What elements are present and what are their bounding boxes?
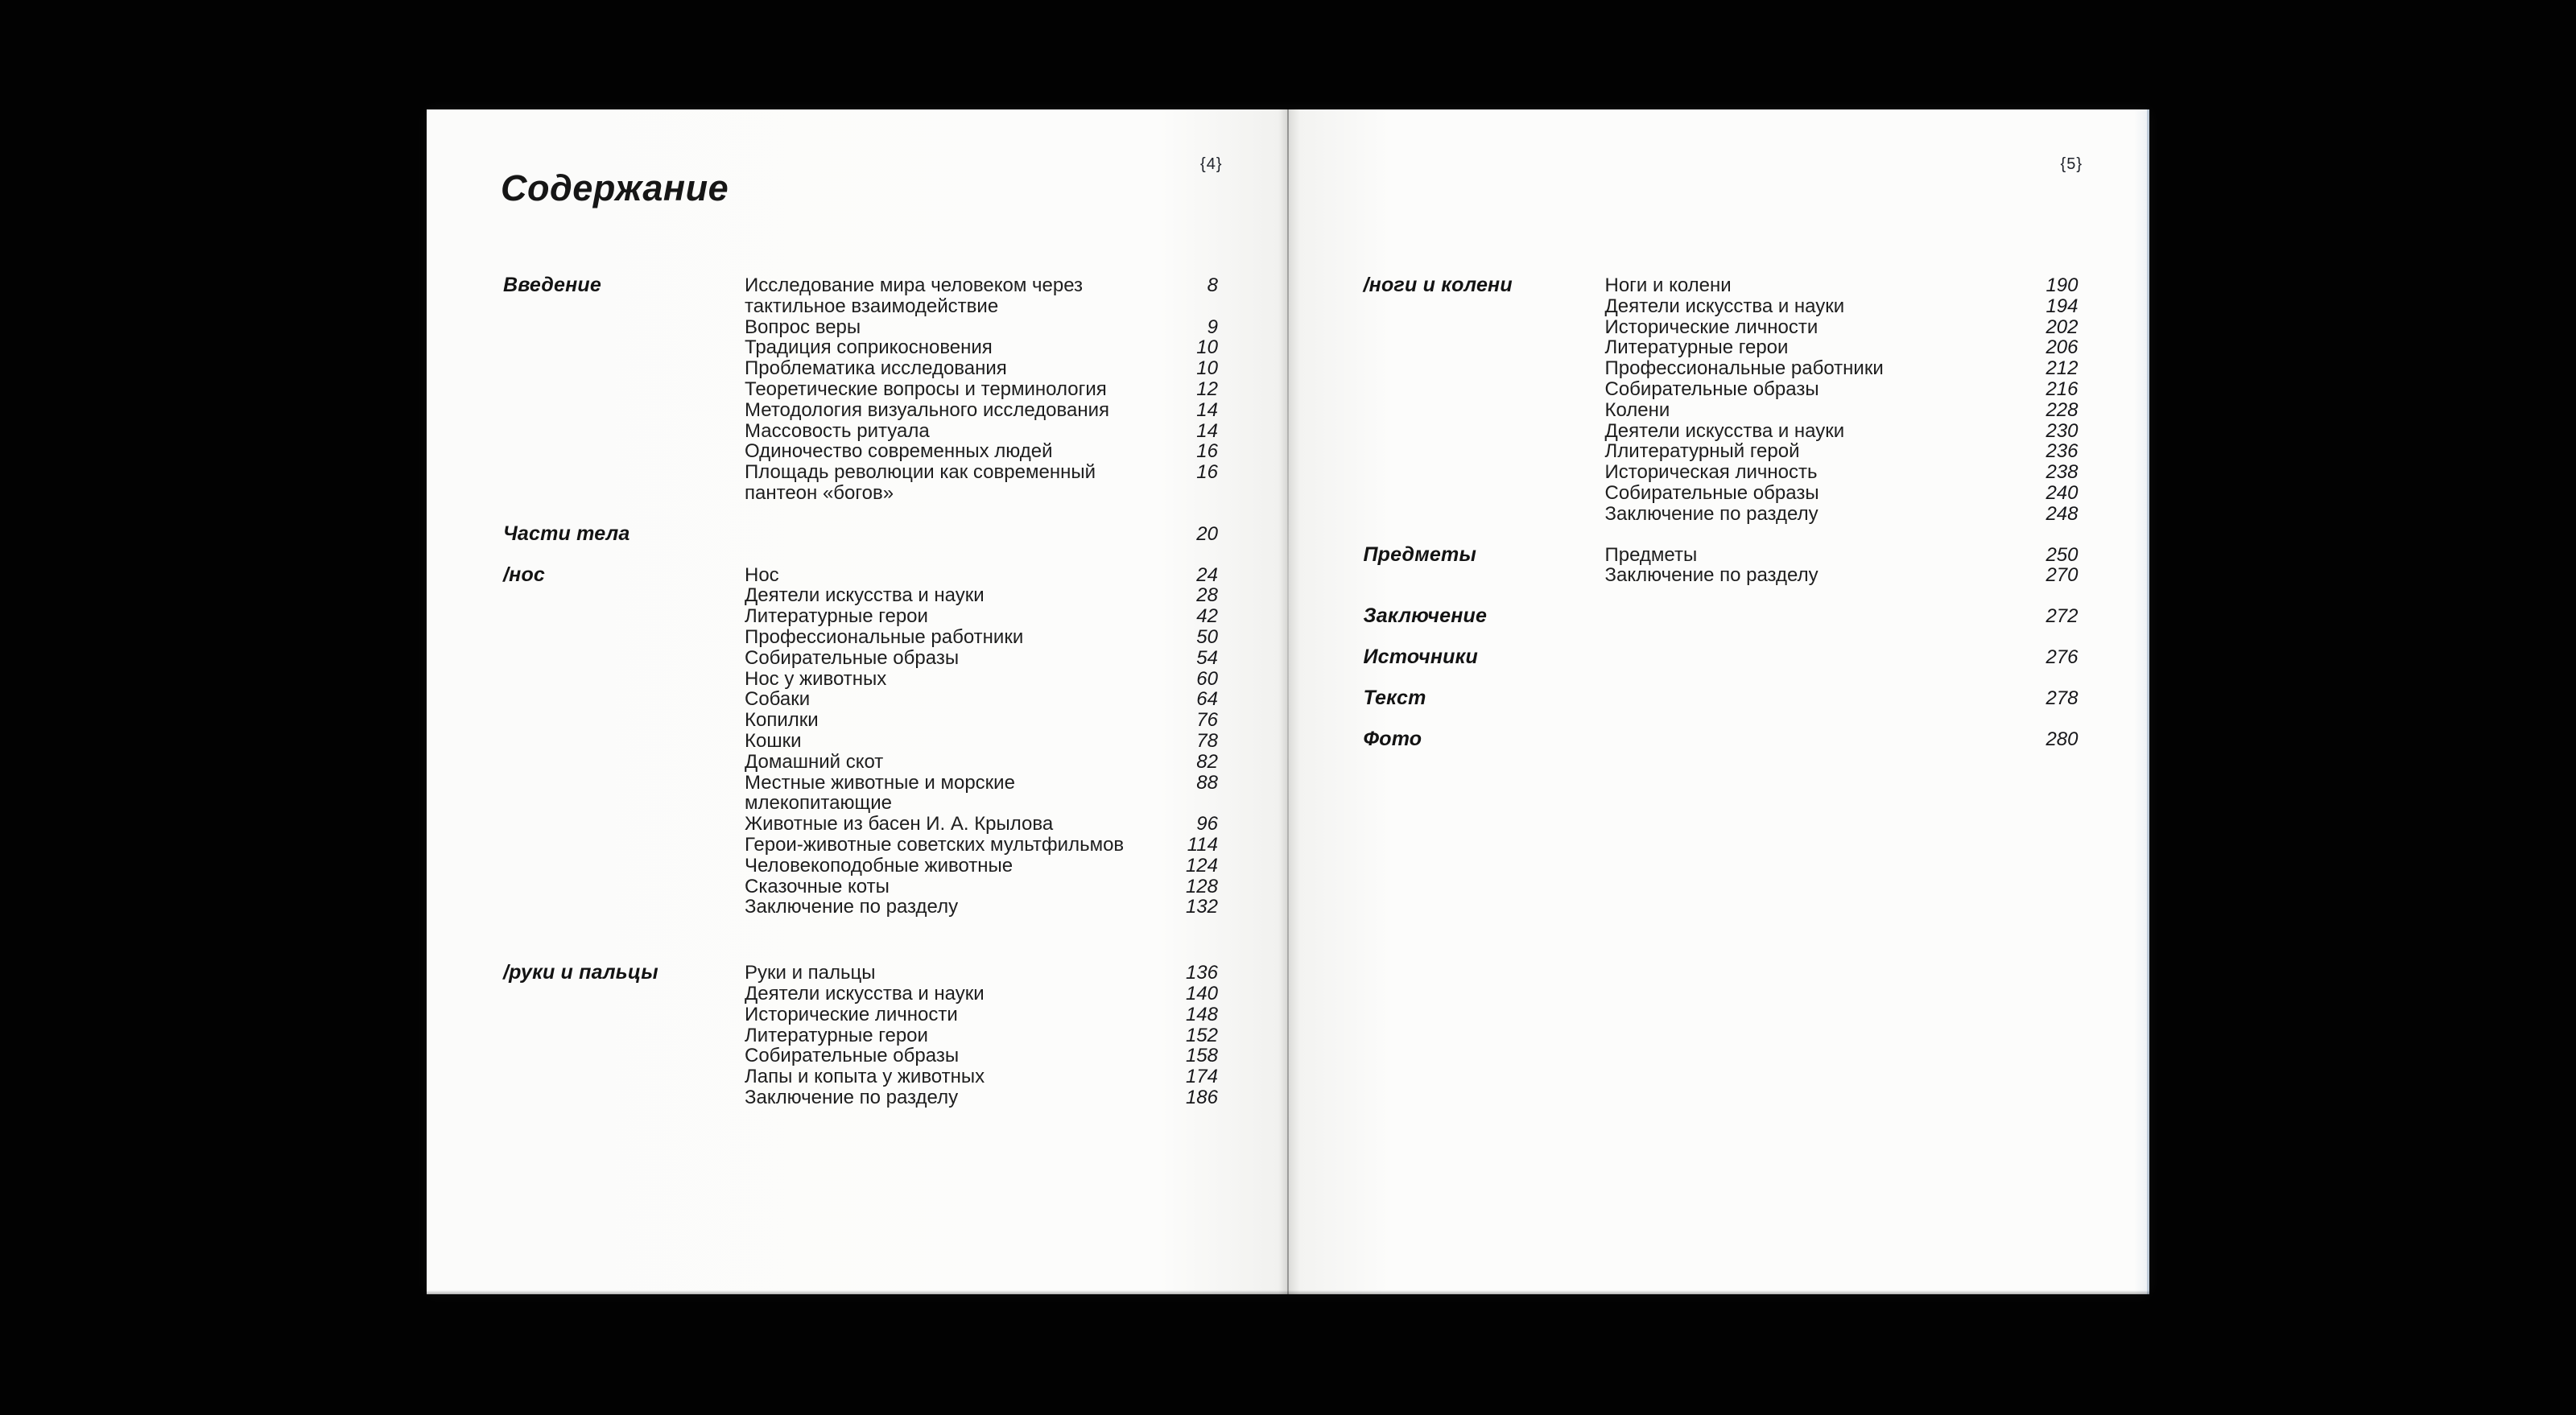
toc-section [1364,688,2084,709]
toc-section [1364,606,2084,627]
toc-entry [745,524,1224,545]
toc-entry [745,773,1224,815]
entry-page-number: 140 [1185,982,1218,1005]
entry-title: Одиночество современных людей [745,440,1053,463]
entry-title: Собирательные образы [745,646,960,669]
toc-section [1363,542,2084,587]
entry-page-number: 250 [2046,543,2079,566]
toc-entry [745,441,1224,462]
entry-page-number: 9 [1207,316,1218,338]
toc-section [503,565,1224,918]
entry-page-number: 278 [2046,687,2079,709]
entry-page-number: 240 [2046,481,2079,504]
section-entries [745,275,1224,504]
entry-title: Историческая личность [1604,461,1818,484]
entry-page-number: 158 [1185,1045,1218,1067]
entry-title: Исторические личности [745,1003,958,1025]
toc-entry [745,814,1224,835]
entry-page-number: 76 [1196,709,1218,732]
toc-entry [745,648,1224,669]
entry-title: Заключение по разделу [1604,564,1818,587]
entry-page-number: 132 [1185,896,1218,918]
entry-page-number: 270 [2046,564,2079,587]
toc-entry [745,585,1224,606]
entry-page-number: 114 [1187,833,1218,856]
toc-entry [1605,296,2084,317]
toc-entry [745,1005,1224,1025]
entry-title: Традиция соприкосновения [745,336,993,359]
entry-title: Собирательные образы [1604,377,1819,400]
entry-title: Кошки [745,729,802,752]
toc-entry [745,984,1224,1005]
toc-entry [1605,483,2084,504]
entry-title: Деятели искусства и науки [1604,419,1845,442]
entry-page-number: 88 [1196,771,1218,794]
entry-title: Герои-животные советских мультфильмов [745,833,1125,856]
entry-page-number: 8 [1207,274,1218,296]
entry-page-number: 272 [2046,605,2079,628]
entry-page-number: 230 [2046,419,2079,442]
toc-entry [745,877,1224,897]
toc-entry [745,565,1224,586]
toc-section [1364,647,2084,668]
toc-entry [745,856,1224,877]
toc-entry [745,669,1224,690]
entry-title: Деятели искусства и науки [1604,295,1845,317]
entry-page-number: 10 [1196,357,1218,380]
section-label: Предметы [1363,542,1476,566]
entry-title: Деятели искусства и науки [745,584,985,607]
entry-title: Предметы [1604,543,1698,566]
entry-page-number: 238 [2046,461,2079,484]
entry-page-number: 14 [1196,398,1218,421]
entry-page-number: 228 [2046,398,2079,421]
section-label: /нос [503,563,546,586]
toc-entry [1605,275,2084,296]
entry-title: Нос у животных [745,667,887,690]
section-entries [1605,275,2084,525]
book-page-left [427,109,1287,1294]
section-label: Фото [1363,727,1422,750]
entry-page-number: 96 [1196,813,1218,835]
entry-page-number: 12 [1196,377,1218,400]
entry-title: Заключение по разделу [745,1086,959,1108]
entry-page-number: 64 [1196,688,1218,711]
entry-title: Теоретические вопросы и терминология [745,377,1107,400]
entry-page-number: 42 [1196,605,1218,628]
section-label: Части тела [503,522,630,545]
section-entries [745,524,1224,545]
section-entries [1605,606,2084,627]
toc-section [1364,275,2084,525]
toc-entry [1605,400,2084,421]
entry-page-number: 280 [2046,728,2079,750]
entry-title: Нос [745,563,779,586]
entry-page-number: 10 [1196,336,1218,359]
entry-page-number: 54 [1196,646,1218,669]
toc [503,275,1224,1108]
entry-page-number: 16 [1196,461,1218,484]
entry-page-number: 60 [1196,667,1218,690]
toc-section [503,963,1224,1108]
toc-entry [1605,729,2084,750]
toc-entry [1605,565,2084,586]
entry-title: Методология визуального исследования [745,398,1110,421]
page-number-marker-right: {5} [2060,155,2083,173]
entry-page-number: 236 [2046,440,2079,463]
toc-entry [745,1066,1224,1087]
entry-page-number: 14 [1196,419,1218,442]
entry-title: Местные животные и морские млекопитающие [745,771,1015,815]
toc-entry [745,963,1224,984]
toc-entry [745,421,1224,442]
entry-title: Деятели искусства и науки [745,982,985,1005]
entry-title: Лапы и копыта у животных [745,1066,985,1088]
toc-entry [745,400,1224,421]
section-entries [1605,688,2084,709]
section-label: Заключение [1363,604,1488,628]
toc-entry [745,1087,1224,1108]
entry-title: Площадь революции как современный пантеон «богов» [745,461,1096,504]
entry-title: Исследование мира человеком через тактильное взаимодействие [745,274,1084,317]
entry-page-number: 78 [1196,729,1218,752]
entry-title: Массовость ритуала [745,419,930,442]
entry-title: Проблематика исследования [745,357,1007,380]
entry-page-number: 186 [1185,1086,1218,1108]
entry-page-number: 216 [2046,377,2079,400]
toc-entry [1605,441,2084,462]
entry-page-number: 124 [1185,854,1218,877]
toc-entry [745,689,1224,710]
toc-entry [1605,504,2084,525]
section-label: Источники [1363,645,1478,668]
entry-title: Литературные герои [745,1024,928,1046]
toc-entry [1605,337,2084,358]
toc-entry [745,358,1224,379]
entry-title: Копилки [745,709,819,732]
section-entries [745,565,1224,918]
entry-page-number: 276 [2046,646,2079,668]
entry-title: Литературные герои [1604,336,1789,359]
entry-title: Ноги и колени [1604,274,1732,296]
section-entries [1605,545,2084,587]
book-gutter-seam [1287,109,1289,1294]
entry-page-number: 190 [2046,274,2079,296]
entry-page-number: 136 [1185,962,1218,984]
entry-page-number: 174 [1185,1066,1218,1088]
entry-page-number: 202 [2046,316,2079,338]
entry-page-number: 152 [1185,1024,1218,1046]
toc-entry [1605,647,2084,668]
entry-page-number: 248 [2046,502,2079,525]
entry-page-number: 16 [1196,440,1218,463]
entry-title: Вопрос веры [745,316,861,338]
entry-title: Собаки [745,688,811,711]
entry-page-number: 148 [1185,1003,1218,1025]
section-label: /ноги и колени [1363,274,1513,296]
toc-section [503,275,1224,504]
entry-page-number: 50 [1196,625,1218,648]
toc-entry [745,897,1224,918]
toc-entry [745,1025,1224,1046]
section-label: Введение [503,274,601,296]
entry-page-number: 82 [1196,750,1218,773]
toc-entry [1605,606,2084,627]
toc-entry [1605,462,2084,483]
entry-title: Заключение по разделу [1604,502,1818,525]
toc-entry [745,731,1224,752]
section-entries [1605,729,2084,750]
toc-entry [745,835,1224,856]
toc-entry [745,275,1224,317]
entry-title: Человекоподобные животные [745,854,1013,877]
entry-title: Колени [1604,398,1670,421]
section-entries [1605,647,2084,668]
entry-page-number: 28 [1196,584,1218,607]
entry-title: Животные из басен И. А. Крылова [745,813,1054,835]
toc-entry [745,710,1224,731]
entry-title: Профессиональные работники [745,625,1024,648]
entry-title: Литературные герои [745,605,928,628]
section-label: /руки и пальцы [503,961,658,984]
entry-page-number: 20 [1196,522,1218,545]
entry-page-number: 206 [2046,336,2079,359]
toc-entry [1605,317,2084,338]
toc-entry [745,606,1224,627]
entry-page-number: 128 [1185,875,1218,897]
toc-entry [745,379,1224,400]
section-entries [745,963,1224,1108]
entry-page-number: 194 [2046,295,2079,317]
toc-entry [1605,688,2084,709]
toc-entry [745,462,1224,504]
toc [1364,275,2084,749]
toc-entry [745,752,1224,773]
section-label: Текст [1363,686,1426,709]
entry-title: Собирательные образы [745,1045,960,1067]
toc-entry [745,1046,1224,1066]
entry-title: Домашний скот [745,750,884,773]
toc-entry [1605,545,2084,566]
entry-title: Ллитературный герой [1604,440,1800,463]
page-number-marker-left: {4} [1200,155,1223,173]
book-spread [427,109,2149,1294]
toc-section [1364,729,2084,750]
entry-title: Заключение по разделу [745,896,959,918]
contents-title: Содержание [501,167,729,208]
toc-entry [745,627,1224,648]
entry-page-number: 212 [2046,357,2079,380]
book-page-right [1287,109,2150,1294]
toc-entry [1605,421,2084,442]
entry-title: Собирательные образы [1604,481,1819,504]
toc-section [503,524,1224,545]
entry-title: Исторические личности [1604,316,1818,338]
entry-title: Руки и пальцы [745,962,876,984]
entry-page-number: 24 [1196,563,1218,586]
toc-entry [745,337,1224,358]
entry-title: Профессиональные работники [1604,357,1884,380]
toc-entry [745,317,1224,338]
entry-title: Сказочные коты [745,875,890,897]
toc-entry [1605,379,2084,400]
toc-entry [1605,358,2084,379]
